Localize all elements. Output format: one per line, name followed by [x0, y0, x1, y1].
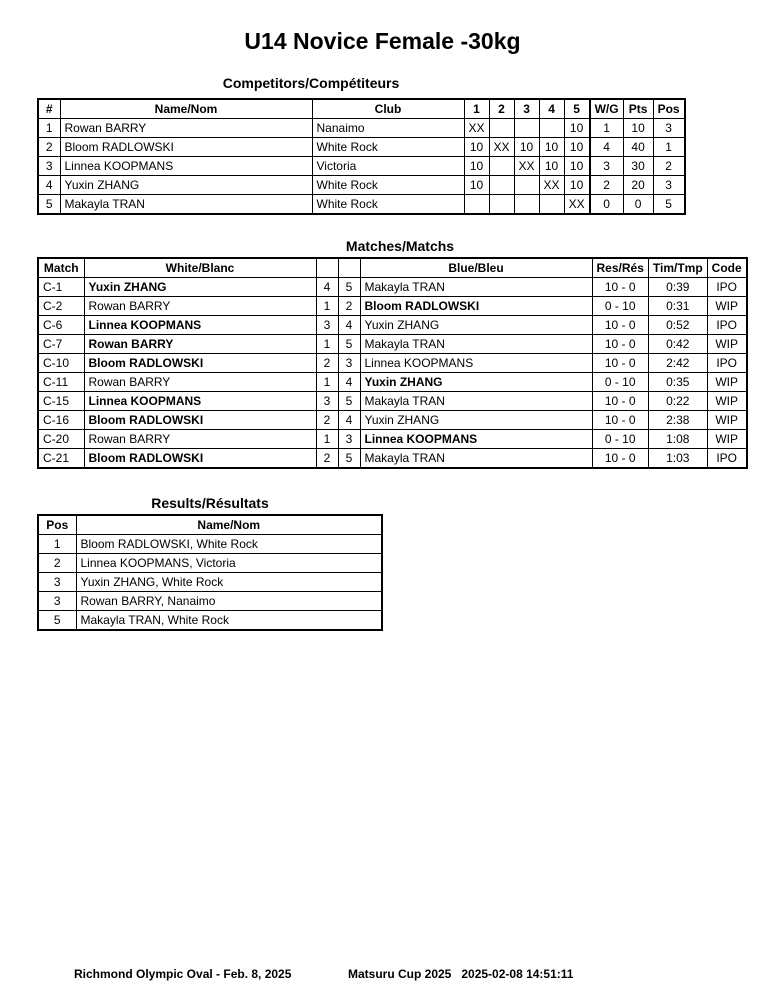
blue-player: Yuxin ZHANG: [360, 316, 592, 335]
match-time: 0:39: [648, 278, 707, 297]
competitor-cell: 0: [590, 195, 624, 215]
white-number: 1: [316, 335, 338, 354]
competitor-cell: 2: [653, 157, 685, 176]
match-code: WIP: [707, 373, 747, 392]
matches-header-cell: Code: [707, 258, 747, 278]
match-id: C-11: [38, 373, 84, 392]
white-number: 1: [316, 430, 338, 449]
result-name: Linnea KOOPMANS, Victoria: [76, 554, 382, 573]
result-position: 3: [38, 592, 76, 611]
white-player: Linnea KOOPMANS: [84, 316, 316, 335]
page-title: U14 Novice Female -30kg: [244, 28, 521, 54]
match-result: 10 - 0: [592, 278, 648, 297]
competitors-table: [37, 98, 686, 215]
competitor-cell: Bloom RADLOWSKI: [60, 138, 312, 157]
match-row: [38, 430, 747, 449]
competitor-cell: XX: [539, 176, 564, 195]
result-row: [38, 573, 382, 592]
white-number: 4: [316, 278, 338, 297]
match-code: WIP: [707, 335, 747, 354]
competitor-row: [38, 119, 685, 138]
competitor-cell: [489, 119, 514, 138]
match-row: [38, 278, 747, 297]
competitor-cell: [489, 157, 514, 176]
competitors-header-cell: #: [38, 99, 60, 119]
competitor-cell: 10: [464, 176, 489, 195]
result-position: 1: [38, 535, 76, 554]
white-player: Rowan BARRY: [84, 373, 316, 392]
blue-player: Bloom RADLOWSKI: [360, 297, 592, 316]
matches-header-cell: [338, 258, 360, 278]
blue-number: 4: [338, 316, 360, 335]
competitor-cell: XX: [514, 157, 539, 176]
blue-player: Makayla TRAN: [360, 278, 592, 297]
blue-number: 5: [338, 335, 360, 354]
blue-number: 2: [338, 297, 360, 316]
match-result: 0 - 10: [592, 430, 648, 449]
white-player: Bloom RADLOWSKI: [84, 411, 316, 430]
results-table: [37, 514, 383, 631]
match-row: [38, 373, 747, 392]
competitor-cell: 40: [623, 138, 653, 157]
competitor-cell: 10: [539, 138, 564, 157]
result-name: Bloom RADLOWSKI, White Rock: [76, 535, 382, 554]
match-time: 2:42: [648, 354, 707, 373]
matches-header-cell: Res/Rés: [592, 258, 648, 278]
blue-number: 3: [338, 354, 360, 373]
competitor-cell: 3: [653, 176, 685, 195]
blue-number: 4: [338, 373, 360, 392]
white-player: Rowan BARRY: [84, 430, 316, 449]
white-player: Bloom RADLOWSKI: [84, 449, 316, 469]
competitors-header-cell: Club: [312, 99, 464, 119]
blue-player: Makayla TRAN: [360, 392, 592, 411]
competitor-cell: 10: [464, 157, 489, 176]
match-result: 10 - 0: [592, 411, 648, 430]
matches-heading: Matches/Matchs: [345, 238, 455, 254]
competitor-cell: [489, 176, 514, 195]
blue-player: Makayla TRAN: [360, 335, 592, 354]
competitor-cell: 10: [514, 138, 539, 157]
competitor-cell: [464, 195, 489, 215]
result-name: Makayla TRAN, White Rock: [76, 611, 382, 631]
result-position: 5: [38, 611, 76, 631]
match-id: C-20: [38, 430, 84, 449]
match-row: [38, 316, 747, 335]
competitor-cell: 1: [590, 119, 624, 138]
result-row: [38, 535, 382, 554]
match-time: 0:35: [648, 373, 707, 392]
matches-header-cell: Blue/Bleu: [360, 258, 592, 278]
competitor-cell: 0: [623, 195, 653, 215]
match-id: C-16: [38, 411, 84, 430]
match-code: WIP: [707, 411, 747, 430]
footer-event: Matsuru Cup 2025 2025-02-08 14:51:11: [348, 967, 574, 981]
competitor-cell: 1: [38, 119, 60, 138]
competitor-cell: White Rock: [312, 138, 464, 157]
match-row: [38, 335, 747, 354]
match-row: [38, 354, 747, 373]
match-time: 0:42: [648, 335, 707, 354]
competitor-cell: Nanaimo: [312, 119, 464, 138]
result-position: 3: [38, 573, 76, 592]
blue-player: Makayla TRAN: [360, 449, 592, 469]
match-code: IPO: [707, 316, 747, 335]
competitors-header-cell: W/G: [590, 99, 624, 119]
white-number: 3: [316, 392, 338, 411]
competitor-cell: 3: [590, 157, 624, 176]
match-result: 10 - 0: [592, 449, 648, 469]
competitors-header-cell: Pos: [653, 99, 685, 119]
match-id: C-1: [38, 278, 84, 297]
competitor-cell: 4: [38, 176, 60, 195]
match-time: 0:22: [648, 392, 707, 411]
competitor-cell: 10: [623, 119, 653, 138]
competitor-row: [38, 176, 685, 195]
white-player: Bloom RADLOWSKI: [84, 354, 316, 373]
competitor-cell: Linnea KOOPMANS: [60, 157, 312, 176]
competitor-cell: [539, 195, 564, 215]
competitor-cell: 10: [564, 176, 590, 195]
result-name: Yuxin ZHANG, White Rock: [76, 573, 382, 592]
competitor-cell: 5: [653, 195, 685, 215]
competitor-cell: 10: [564, 119, 590, 138]
competitor-cell: [489, 195, 514, 215]
match-time: 2:38: [648, 411, 707, 430]
matches-table: [37, 257, 748, 469]
match-code: WIP: [707, 430, 747, 449]
competitor-row: [38, 157, 685, 176]
match-code: IPO: [707, 354, 747, 373]
result-row: [38, 592, 382, 611]
competitor-cell: XX: [489, 138, 514, 157]
match-id: C-2: [38, 297, 84, 316]
match-id: C-15: [38, 392, 84, 411]
match-result: 10 - 0: [592, 392, 648, 411]
match-result: 10 - 0: [592, 316, 648, 335]
competitors-header-cell: Pts: [623, 99, 653, 119]
competitor-cell: 2: [38, 138, 60, 157]
match-code: WIP: [707, 392, 747, 411]
competitor-cell: [514, 176, 539, 195]
competitor-cell: 30: [623, 157, 653, 176]
competitor-cell: 10: [564, 138, 590, 157]
blue-number: 5: [338, 449, 360, 469]
matches-header-cell: White/Blanc: [84, 258, 316, 278]
competitor-cell: Makayla TRAN: [60, 195, 312, 215]
match-row: [38, 411, 747, 430]
result-name: Rowan BARRY, Nanaimo: [76, 592, 382, 611]
match-row: [38, 297, 747, 316]
competitor-cell: XX: [464, 119, 489, 138]
results-header-cell: Name/Nom: [76, 515, 382, 535]
competitor-row: [38, 138, 685, 157]
competitor-cell: 10: [564, 157, 590, 176]
match-row: [38, 449, 747, 469]
competitor-cell: White Rock: [312, 176, 464, 195]
blue-number: 4: [338, 411, 360, 430]
competitors-header-cell: 3: [514, 99, 539, 119]
match-time: 0:52: [648, 316, 707, 335]
competitors-header-cell: Name/Nom: [60, 99, 312, 119]
competitors-header-cell: 4: [539, 99, 564, 119]
competitor-cell: [539, 119, 564, 138]
result-row: [38, 554, 382, 573]
match-time: 1:08: [648, 430, 707, 449]
white-player: Rowan BARRY: [84, 335, 316, 354]
competitor-cell: 10: [464, 138, 489, 157]
match-time: 1:03: [648, 449, 707, 469]
competitor-cell: 20: [623, 176, 653, 195]
match-id: C-21: [38, 449, 84, 469]
white-number: 3: [316, 316, 338, 335]
competitors-header-cell: 2: [489, 99, 514, 119]
competitors-header-cell: 5: [564, 99, 590, 119]
competitor-cell: 5: [38, 195, 60, 215]
competitor-cell: [514, 119, 539, 138]
match-time: 0:31: [648, 297, 707, 316]
blue-number: 5: [338, 278, 360, 297]
match-result: 10 - 0: [592, 354, 648, 373]
matches-header-cell: Tim/Tmp: [648, 258, 707, 278]
white-number: 2: [316, 354, 338, 373]
result-row: [38, 611, 382, 631]
white-player: Linnea KOOPMANS: [84, 392, 316, 411]
results-heading: Results/Résultats: [151, 495, 269, 511]
competitor-cell: 3: [653, 119, 685, 138]
blue-player: Linnea KOOPMANS: [360, 354, 592, 373]
match-result: 0 - 10: [592, 297, 648, 316]
footer-venue: Richmond Olympic Oval - Feb. 8, 2025: [74, 967, 292, 981]
match-code: IPO: [707, 278, 747, 297]
competitor-cell: 3: [38, 157, 60, 176]
blue-number: 5: [338, 392, 360, 411]
white-number: 2: [316, 449, 338, 469]
result-position: 2: [38, 554, 76, 573]
competitor-cell: 10: [539, 157, 564, 176]
match-row: [38, 392, 747, 411]
competitors-heading: Competitors/Compétiteurs: [222, 75, 400, 91]
competitor-cell: [514, 195, 539, 215]
competitor-cell: Yuxin ZHANG: [60, 176, 312, 195]
competitor-cell: 2: [590, 176, 624, 195]
blue-number: 3: [338, 430, 360, 449]
competitors-header-cell: 1: [464, 99, 489, 119]
blue-player: Linnea KOOPMANS: [360, 430, 592, 449]
competitor-cell: 1: [653, 138, 685, 157]
matches-header-cell: Match: [38, 258, 84, 278]
competitor-cell: Rowan BARRY: [60, 119, 312, 138]
match-id: C-6: [38, 316, 84, 335]
white-player: Yuxin ZHANG: [84, 278, 316, 297]
white-number: 2: [316, 411, 338, 430]
blue-player: Yuxin ZHANG: [360, 411, 592, 430]
match-result: 10 - 0: [592, 335, 648, 354]
match-id: C-10: [38, 354, 84, 373]
matches-header-cell: [316, 258, 338, 278]
competitor-row: [38, 195, 685, 215]
match-code: WIP: [707, 297, 747, 316]
competitor-cell: Victoria: [312, 157, 464, 176]
competitor-cell: White Rock: [312, 195, 464, 215]
match-result: 0 - 10: [592, 373, 648, 392]
white-number: 1: [316, 373, 338, 392]
competitor-cell: 4: [590, 138, 624, 157]
white-player: Rowan BARRY: [84, 297, 316, 316]
white-number: 1: [316, 297, 338, 316]
match-id: C-7: [38, 335, 84, 354]
blue-player: Yuxin ZHANG: [360, 373, 592, 392]
competitor-cell: XX: [564, 195, 590, 215]
match-code: IPO: [707, 449, 747, 469]
results-header-cell: Pos: [38, 515, 76, 535]
